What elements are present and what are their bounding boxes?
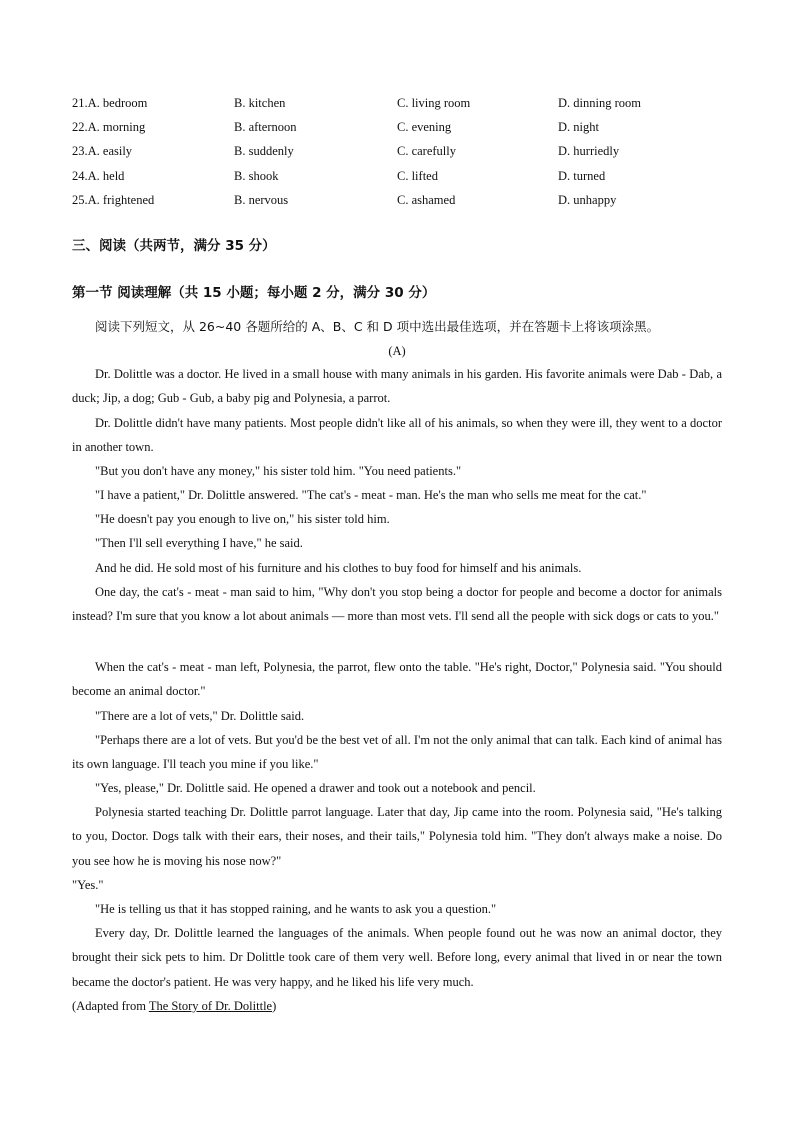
- paragraph-16: Every day, Dr. Dolittle learned the languages of the animals. When people found out he was now an animal doctor, they brought their sick pets to him. Dr Dolittle took care of them very well. Before long, every animal that lived in or near the town became the doctor's patient. He was very happy, and he liked his life very much.: [72, 926, 722, 989]
- option-row-23: [72, 144, 732, 164]
- option-21-c: C. living room: [397, 96, 471, 110]
- option-25-c: C. ashamed: [397, 193, 456, 207]
- option-23-c: C. carefully: [397, 144, 457, 158]
- option-25-d: D. unhappy: [558, 193, 617, 207]
- option-22-d: D. night: [558, 120, 599, 134]
- source-title: The Story of Dr. Dolittle: [148, 999, 273, 1013]
- option-25-a: 25.A. frightened: [72, 193, 155, 207]
- paragraph-1: Dr. Dolittle was a doctor. He lived in a small house with many animals in his garden. His favorite animals were Dab - Dab, a duck; Jip, a dog; Gub - Gub, a baby pig and Polynesia, a parrot.: [72, 367, 722, 406]
- paragraph-13: Polynesia started teaching Dr. Dolittle parrot language. Later that day, Jip came into the room. Polynesia said, "He's talking to you, Doctor. Dogs talk with their ears, their noses, and their tails," Polynesia told him. "They don't always make a noise. Do you see how he is moving his nose now?": [72, 805, 722, 868]
- paragraph-11: "Perhaps there are a lot of vets. But you'd be the best vet of all. I'm not the only animal that can talk. Each kind of animal has its own language. I'll teach you mine if you like.": [72, 733, 722, 772]
- option-row-24: [72, 169, 732, 189]
- passage-label: (A): [388, 344, 406, 358]
- section-title: 三、阅读（共两节，满分 35 分）: [72, 238, 276, 254]
- paragraph-4: "I have a patient," Dr. Dolittle answered. "The cat's - meat - man. He's the man who sells me meat for the cat.": [95, 488, 647, 502]
- paragraph-12: "Yes, please," Dr. Dolittle said. He opened a drawer and took out a notebook and pencil.: [95, 781, 536, 795]
- source-citation: (Adapted from The Story of Dr. Dolittle): [72, 999, 277, 1013]
- option-row-25: [72, 193, 732, 213]
- option-23-a: 23.A. easily: [72, 144, 133, 158]
- paragraph-8: One day, the cat's - meat - man said to him, "Why don't you stop being a doctor for people and become a doctor for animals instead? I'm sure that you know a lot about animals — more than most vets. I'll send all the people with sick dogs or cats to you.": [72, 585, 722, 624]
- option-24-c: C. lifted: [397, 169, 438, 183]
- option-24-b: B. shook: [234, 169, 279, 183]
- subsection-title: 第一节 阅读理解（共 15 小题；每小题 2 分，满分 30 分）: [72, 285, 436, 301]
- paragraph-7: And he did. He sold most of his furniture and his clothes to buy food for himself and his animals.: [95, 561, 582, 575]
- paragraph-6: "Then I'll sell everything I have," he said.: [95, 536, 303, 550]
- option-21-b: B. kitchen: [234, 96, 286, 110]
- paragraph-9: When the cat's - meat - man left, Polynesia, the parrot, flew onto the table. "He's right, Doctor," Polynesia said. "You should become an animal doctor.": [72, 660, 722, 699]
- option-22-c: C. evening: [397, 120, 452, 134]
- paragraph-2: Dr. Dolittle didn't have many patients. Most people didn't like all of his animals, so when they were ill, they went to a doctor in another town.: [72, 416, 722, 455]
- option-23-b: B. suddenly: [234, 144, 294, 158]
- instruction-text: 阅读下列短文，从 26~40 各题所给的 A、B、C 和 D 项中选出最佳选项，并在答题卡上将该项涂黑。: [95, 319, 660, 334]
- paragraph-3: "But you don't have any money," his sister told him. "You need patients.": [95, 464, 462, 478]
- option-21-a: 21.A. bedroom: [72, 96, 148, 110]
- option-24-a: 24.A. held: [72, 169, 125, 183]
- option-row-21: [72, 96, 732, 116]
- option-24-d: D. turned: [558, 169, 606, 183]
- paragraph-14: "Yes.": [72, 878, 104, 892]
- option-21-d: D. dinning room: [558, 96, 641, 110]
- option-22-a: 22.A. morning: [72, 120, 146, 134]
- paragraph-10: "There are a lot of vets," Dr. Dolittle said.: [95, 709, 305, 723]
- option-25-b: B. nervous: [234, 193, 289, 207]
- paragraph-5: "He doesn't pay you enough to live on," his sister told him.: [95, 512, 390, 526]
- option-23-d: D. hurriedly: [558, 144, 620, 158]
- option-row-22: [72, 120, 732, 140]
- paragraph-15: "He is telling us that it has stopped raining, and he wants to ask you a question.": [95, 902, 497, 916]
- option-22-b: B. afternoon: [234, 120, 297, 134]
